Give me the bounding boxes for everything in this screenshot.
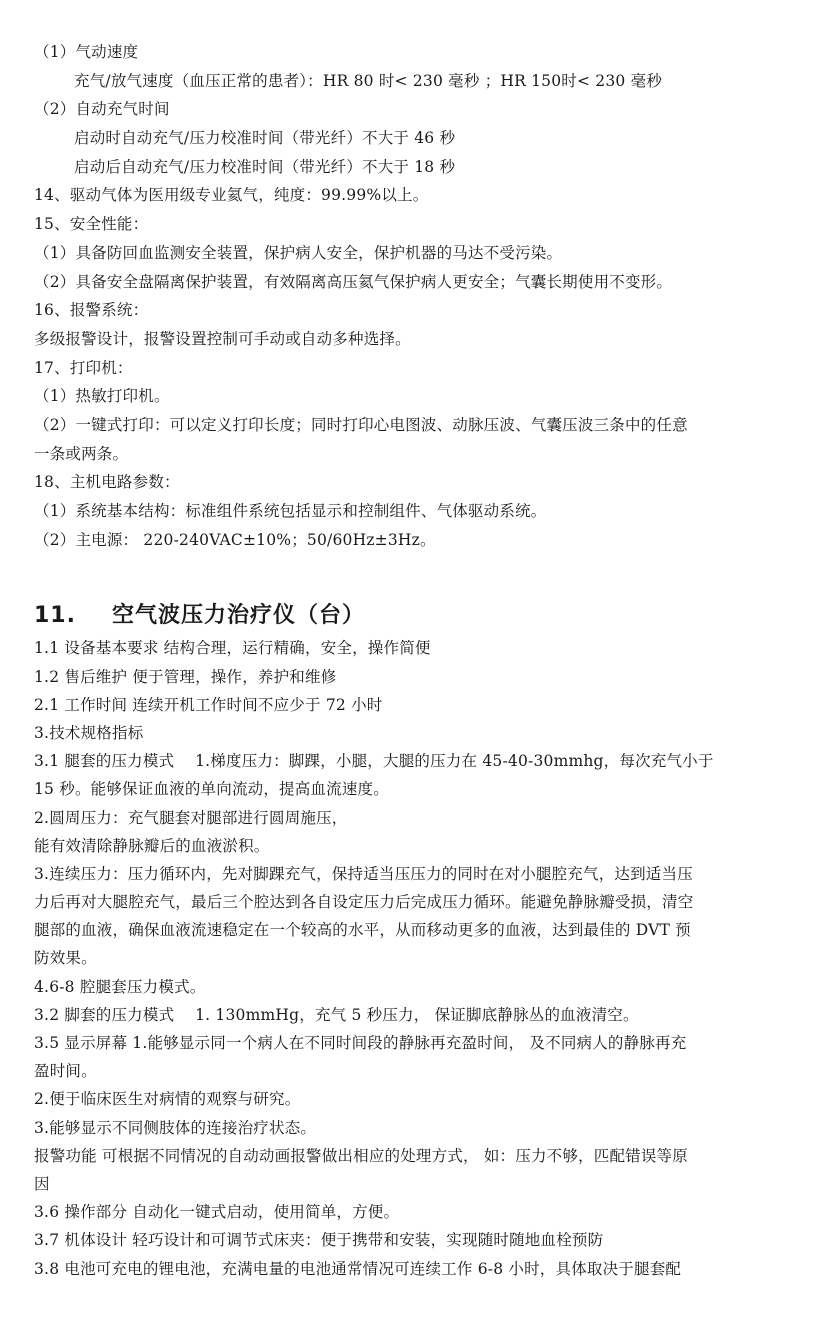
body-line: 防效果。 — [34, 949, 97, 968]
body-line: 盈时间。 — [34, 1062, 97, 1081]
body-line: 3.技术规格指标 — [34, 723, 144, 742]
body-line: 2.圆周压力：充气腿套对腿部进行圆周施压， — [34, 808, 348, 827]
body-line: 3.5 显示屏幕 1.能够显示同一个病人在不同时间段的静脉再充盈时间， 及不同病人的静脉再充 — [34, 1034, 687, 1052]
document-page — [34, 38, 800, 1283]
spec-line: 充气/放气速度（血压正常的患者）：HR 80 时< 230 毫秒 ；HR 150时< 230 毫秒 — [74, 71, 663, 90]
spec-line: 一条或两条。 — [34, 444, 129, 463]
section-body — [34, 634, 800, 1282]
body-line: 因 — [34, 1174, 50, 1193]
body-line: 3.1 腿套的压力模式 1.梯度压力：脚踝，小腿，大腿的压力在 45-40-30mmhg，每次充气小于 — [34, 752, 714, 771]
spec-line: （2）具备安全盘隔离保护装置，有效隔离高压氦气保护病人更安全；气囊长期使用不变形。 — [34, 272, 673, 291]
spec-line: （2）主电源： 220-240VAC±10%；50/60Hz±3Hz。 — [34, 530, 436, 549]
spec-line: （1）气动速度 — [34, 43, 139, 61]
body-line: 1.2 售后维护 便于管理，操作，养护和维修 — [34, 667, 337, 686]
body-line: 3.8 电池可充电的锂电池，充满电量的电池通常情况可连续工作 6-8 小时，具体取决于腿套配 — [34, 1259, 682, 1278]
body-line: 4.6-8 腔腿套压力模式。 — [34, 977, 206, 996]
spec-line: 启动时自动充气/压力校准时间（带光纤）不大于 46 秒 — [74, 129, 456, 148]
spec-line: 多级报警设计，报警设置控制可手动或自动多种选择。 — [34, 329, 411, 348]
spec-line: 15、安全性能： — [34, 215, 149, 234]
spec-line: 14、驱动气体为医用级专业氦气，纯度：99.99%以上。 — [34, 186, 429, 205]
body-line: 能有效清除静脉瓣后的血液淤积。 — [34, 836, 270, 855]
body-line: 2.1 工作时间 连续开机工作时间不应少于 72 小时 — [34, 695, 383, 714]
body-line: 3.连续压力：压力循环内，先对脚踝充气，保持适当压压力的同时在对小腿腔充气，达到适当压 — [34, 864, 693, 883]
spec-line: （2）一键式打印：可以定义打印长度；同时打印心电图波、动脉压波、气囊压波三条中的任意 — [34, 415, 688, 434]
body-line: 力后再对大腿腔充气，最后三个腔达到各自设定压力后完成压力循环。能避免静脉瓣受损，清空 — [34, 893, 694, 912]
body-line: 3.6 操作部分 自动化一键式启动，使用简单，方便。 — [34, 1203, 400, 1222]
body-line: 15 秒。能够保证血液的单向流动，提高血流速度。 — [34, 780, 389, 799]
body-line: 报警功能 可根据不同情况的自动动画报警做出相应的处理方式， 如：压力不够，匹配错误等原 — [34, 1146, 688, 1165]
section-spacer — [34, 554, 800, 598]
spec-line: （1）热敏打印机。 — [34, 387, 170, 406]
spec-line: （1）系统基本结构：标准组件系统包括显示和控制组件、气体驱动系统。 — [34, 502, 547, 520]
spec-line: 18、主机电路参数： — [34, 473, 180, 492]
spec-line: 17、打印机： — [34, 358, 133, 377]
spec-line: 16、报警系统： — [34, 301, 149, 320]
spec-list-continued — [34, 38, 800, 554]
body-line: 3.7 机体设计 轻巧设计和可调节式床夹：便于携带和安装，实现随时随地血栓预防 — [34, 1231, 604, 1250]
section-title: 空气波压力治疗仪（台） — [112, 603, 366, 629]
body-line: 3.能够显示不同侧肢体的连接治疗状态。 — [34, 1118, 317, 1137]
body-line: 2.便于临床医生对病情的观察与研究。 — [34, 1090, 301, 1109]
spec-line: （2）自动充气时间 — [34, 100, 170, 119]
body-line: 1.1 设备基本要求 结构合理，运行精确，安全，操作简便 — [34, 639, 431, 658]
section-number: 11. — [34, 603, 76, 629]
spec-line: （1）具备防回血监测安全装置，保护病人安全，保护机器的马达不受污染。 — [34, 243, 563, 262]
body-line: 腿部的血液，确保血液流速稳定在一个较高的水平，从而移动更多的血液，达到最佳的 DVT 预 — [34, 921, 691, 940]
section-heading — [34, 598, 800, 634]
body-line: 3.2 脚套的压力模式 1. 130mmHg，充气 5 秒压力， 保证脚底静脉丛的血液清空。 — [34, 1005, 639, 1024]
spec-line: 启动后自动充气/压力校准时间（带光纤）不大于 18 秒 — [74, 157, 456, 176]
